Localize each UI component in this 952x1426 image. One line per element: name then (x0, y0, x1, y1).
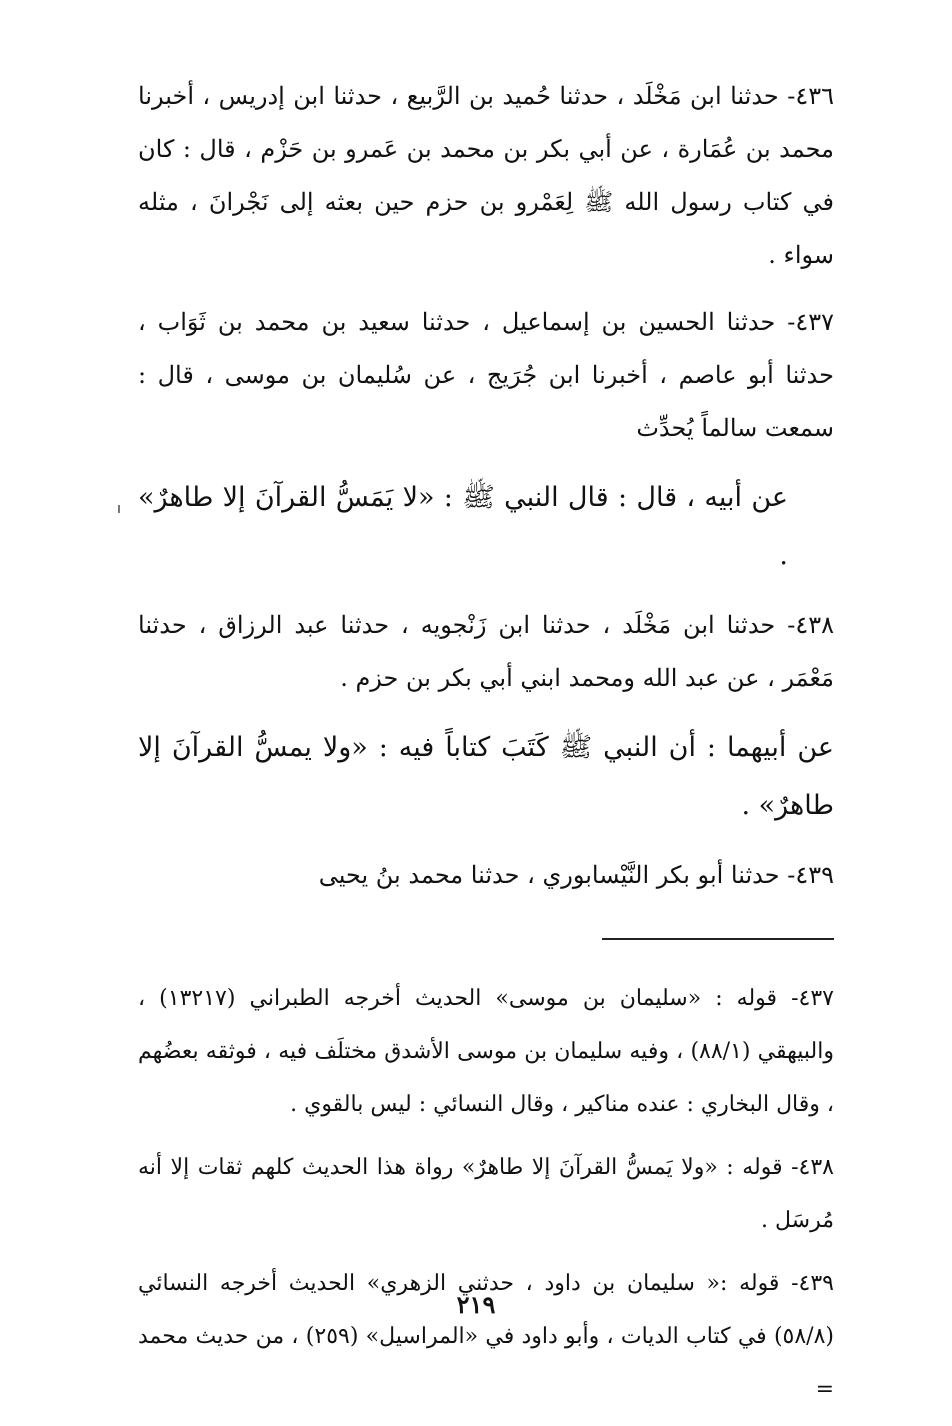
hadith-437-matn: عن أبيه ، قال : قال النبي ﷺ : «لا يَمَسُّ القرآنَ إلا طاهرٌ» . (138, 482, 788, 571)
hadith-439-isnad: ٤٣٩- حدثنا أبو بكر النَّيْسابوري ، حدثنا محمد بنُ يحيى (318, 861, 834, 889)
hadith-438-isnad: ٤٣٨- حدثنا ابن مَخْلَد ، حدثنا ابن زَنْجويه ، حدثنا عبد الرزاق ، حدثنا مَعْمَر ، عن عبد الله ومحمد ابني أبي بكر بن حزم . (138, 611, 834, 692)
page-number: ٢١٩ (456, 1290, 496, 1319)
footnote-divider (602, 938, 834, 940)
footnote-439: ٤٣٩- قوله :« سليمان بن داود ، حدثني الزهري» الحديث أخرجه النسائي (٥٨/٨) في كتاب الديات ، وأبو داود في «المراسيل» (٢٥٩) ، من حديث محمد = (138, 1271, 834, 1402)
hadith-437-isnad: ٤٣٧- حدثنا الحسين بن إسماعيل ، حدثنا سعيد بن محمد بن ثَوَاب ، حدثنا أبو عاصم ، أخبرنا ابن جُرَيج ، عن سُليمان بن موسى ، قال : سمعت سالماً يُحدِّث (138, 308, 834, 442)
footnotes (138, 972, 834, 1416)
hadith-438-matn: عن أبيهما : أن النبي ﷺ كَتَبَ كتاباً فيه : «ولا يمسُّ القرآنَ إلا طاهرٌ» . (138, 732, 834, 821)
main-text (138, 70, 834, 902)
margin-mark (118, 505, 120, 513)
page-body (138, 70, 834, 1426)
footnote-438: ٤٣٨- قوله : «ولا يَمسُّ القرآنَ إلا طاهرٌ» رواة هذا الحديث كلهم ثقات إلا أنه مُرسَل . (138, 1155, 834, 1233)
hadith-436: ٤٣٦- حدثنا ابن مَخْلَد ، حدثنا حُميد بن الرَّبيع ، حدثنا ابن إدريس ، أخبرنا محمد بن عُمَارة ، عن أبي بكر بن محمد بن عَمرو بن حَزْم ، قال : كان في كتاب رسول الله ﷺ لِعَمْرو بن حزم حين بعثه إلى نَجْرانَ ، مثله سواء . (138, 82, 834, 269)
footnote-437: ٤٣٧- قوله : «سليمان بن موسى» الحديث أخرجه الطبراني (١٣٢١٧) ، والبيهقي (٨٨/١) ، وفيه سليمان بن موسى الأشدق مختلَف فيه ، فوثقه بعضُهم ، وقال البخاري : عنده مناكير ، وقال النسائي : ليس بالقوي . (138, 986, 835, 1117)
